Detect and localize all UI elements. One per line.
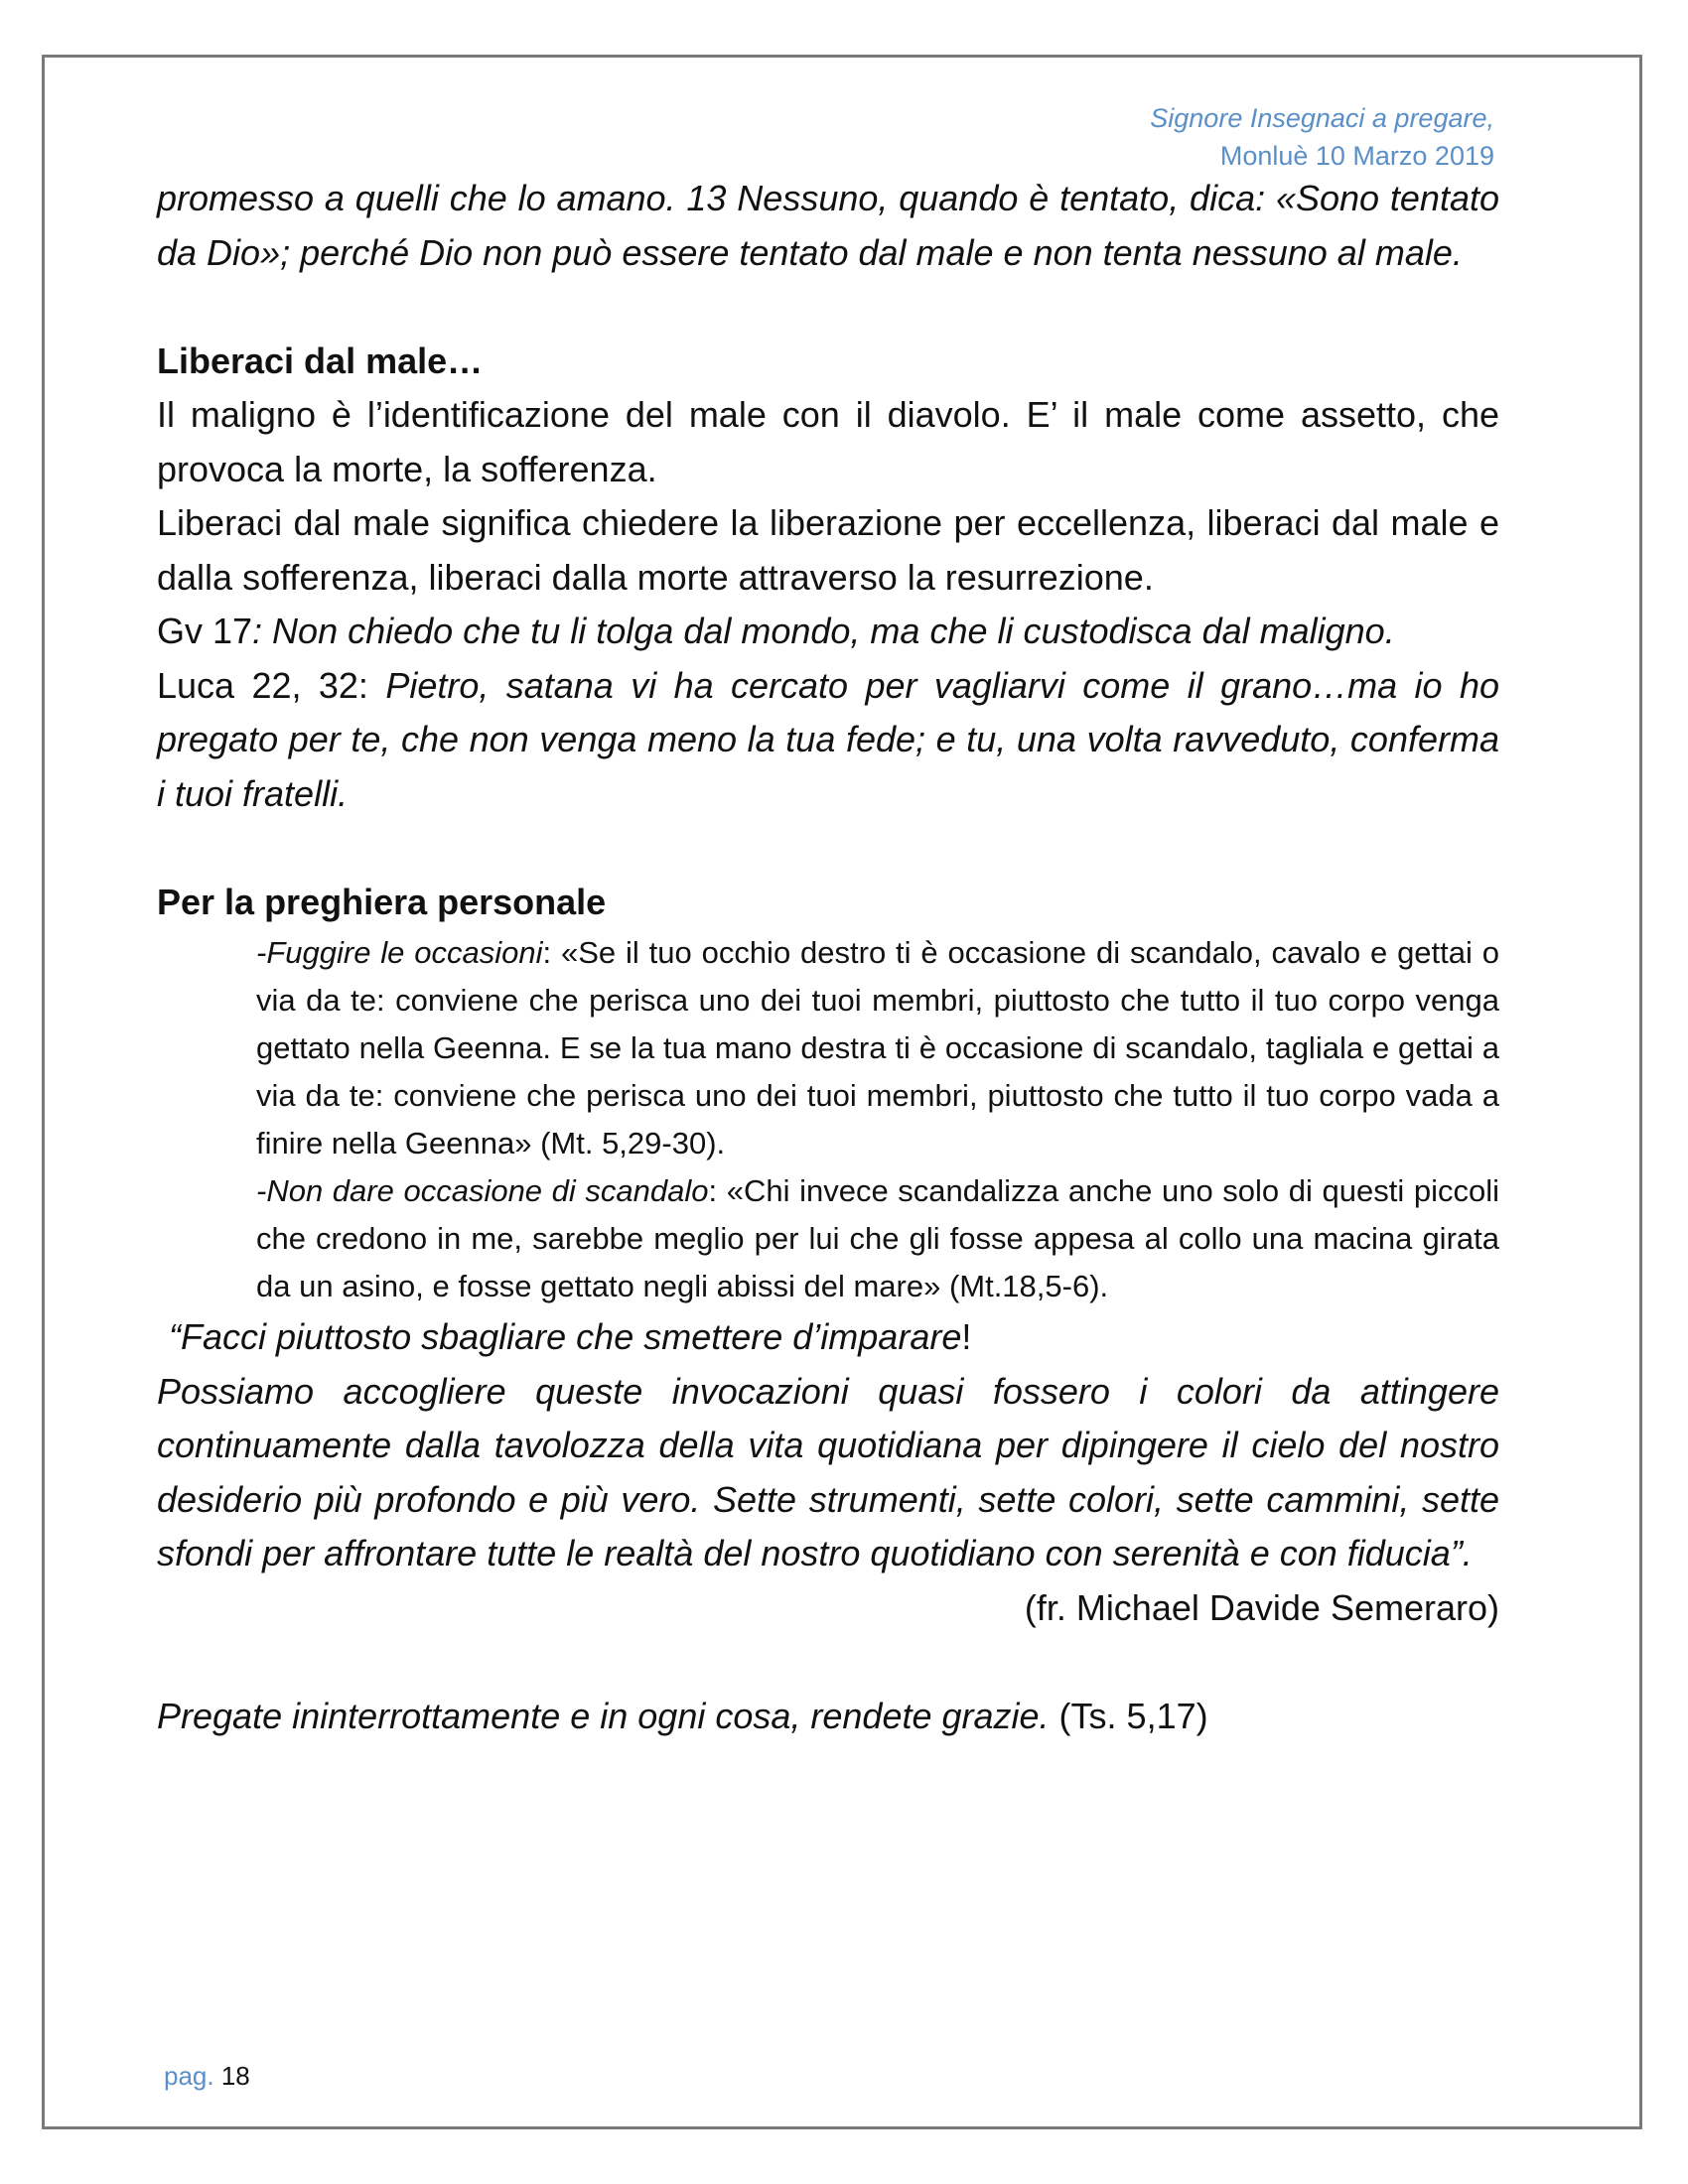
quote-author: (fr. Michael Davide Semeraro)	[1024, 1586, 1499, 1628]
luca-reference: Luca 22, 32:	[157, 664, 386, 706]
closing-reference: (Ts. 5,17)	[1049, 1695, 1208, 1736]
quote-line	[157, 1310, 1499, 1365]
intro-paragraph: promesso a quelli che lo amano. 13 Nessuno, quando è tentato, dica: «Sono tentato da Dio»; perché Dio non può essere tentato dal male e non tenta nessuno al male.	[157, 178, 1499, 273]
item-text: : «Se il tuo occhio destro ti è occasione di scandalo, cavalo e gettai o via da te: conviene che perisca uno dei tuoi membri, piuttosto che tutto il tuo corpo venga gettato nella Geenna. E se la tua mano destra ti è occasione di scandalo, tagliala e gettai a via da te: conviene che perisca uno dei tuoi membri, piuttosto che tutto il tuo corpo vada a finire nella Geenna» (Mt. 5,29-30).	[256, 935, 1499, 1160]
quote-italic: “Facci piuttosto sbagliare che smettere d’imparare	[169, 1316, 962, 1357]
section-heading-preghiera: Per la preghiera personale	[157, 881, 607, 922]
closing-italic: Pregate ininterrottamente e in ogni cosa, rendete grazie.	[157, 1695, 1050, 1736]
list-item-scandalo	[256, 1167, 1499, 1310]
luca-quote: Pietro, satana vi ha cercato per vagliarvi come il grano…ma io ho pregato per te, che non venga meno la tua fede; e tu, una volta ravveduto, conferma i tuoi fratelli.	[157, 664, 1499, 814]
gv-reference: Gv 17	[157, 611, 253, 651]
paragraph-maligno: Il maligno è l’identificazione del male con il diavolo. E’ il male come assetto, che provoca la morte, la sofferenza.	[157, 394, 1499, 489]
spacer	[157, 280, 1499, 335]
item-label: -Non dare occasione di scandalo	[256, 1173, 709, 1208]
page-number: 18	[220, 2061, 250, 2091]
header-title: Signore Insegnaci a pregare,	[1150, 103, 1494, 133]
item-text: : «Chi invece scandalizza anche uno solo di questi piccoli che credono in me, sarebbe meglio per lui che gli fosse appesa al collo una macina girata da un asino, e fosse gettato negli abissi del mare» (Mt.18,5-6).	[256, 1173, 1499, 1303]
paragraph-gv17	[157, 605, 1499, 659]
item-label: -Fuggire le occasioni	[256, 935, 543, 970]
quote-body: Possiamo accogliere queste invocazioni quasi fossero i colori da attingere continuamente dalla tavolozza della vita quotidiana per dipingere il cielo del nostro desiderio più profondo e più vero. Sette strumenti, sette colori, sette cammini, sette sfondi per affrontare tutte le realtà del nostro quotidiano con serenità e con fiducia”.	[157, 1370, 1499, 1573]
section-heading-liberaci: Liberaci dal male…	[157, 340, 484, 381]
page-footer	[164, 2061, 250, 2092]
page-label: pag.	[164, 2061, 214, 2091]
document-body	[157, 172, 1499, 1743]
gv-quote: : Non chiedo che tu li tolga dal mondo, ma che li custodisca dal maligno.	[252, 611, 1395, 651]
page-header	[1150, 99, 1494, 175]
list-item-fuggire	[256, 929, 1499, 1167]
indented-list	[256, 929, 1499, 1310]
closing-line	[157, 1690, 1499, 1744]
header-date: Monluè 10 Marzo 2019	[1219, 141, 1494, 171]
spacer	[157, 1635, 1499, 1690]
quote-end: !	[961, 1316, 972, 1357]
paragraph-liberaci: Liberaci dal male significa chiedere la liberazione per eccellenza, liberaci dal male e dalla sofferenza, liberaci dalla morte attraverso la resurrezione.	[157, 502, 1499, 598]
spacer	[157, 821, 1499, 876]
paragraph-luca	[157, 659, 1499, 822]
